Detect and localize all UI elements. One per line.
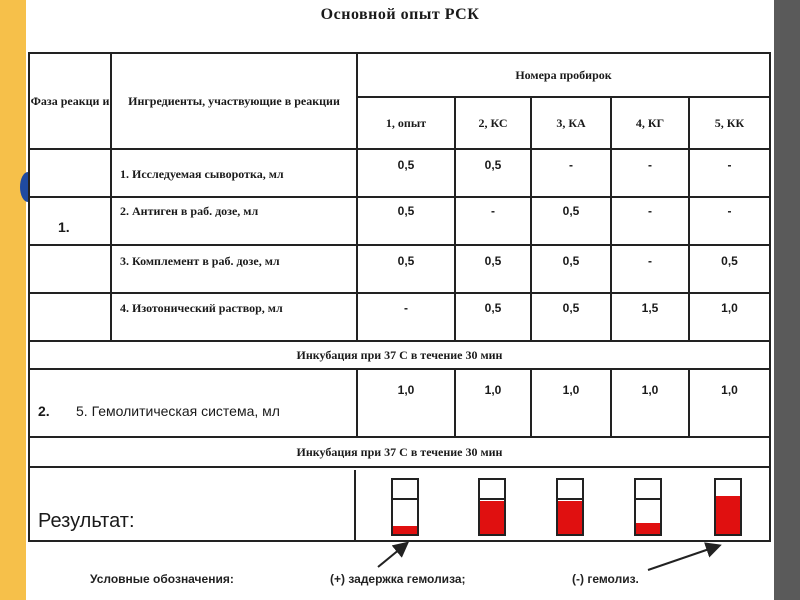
cell-r2-t1: 0,5 xyxy=(397,203,415,218)
cell-r2-t5: - xyxy=(727,203,732,218)
cell-r4-t4: 1,5 xyxy=(641,300,659,315)
row-5-ingredient: 5. Гемолитическая система, мл xyxy=(76,403,280,419)
header-tube-3: 3, КА xyxy=(556,115,586,130)
row-4-ingredient: 4. Изотонический раствор, мл xyxy=(120,300,283,315)
arrows xyxy=(28,52,771,542)
cell-r5-t5: 1,0 xyxy=(721,382,738,397)
cell-r2-t2: - xyxy=(491,203,495,218)
legend-minus: (-) гемолиз. xyxy=(572,572,639,586)
cell-r2-t4: - xyxy=(648,203,652,218)
header-tube-5: 5, КК xyxy=(714,115,745,130)
cell-r1-t3: - xyxy=(569,157,573,172)
cell-r3-t2: 0,5 xyxy=(484,253,502,268)
cell-r4-t2: 0,5 xyxy=(484,300,502,315)
arrow-plus xyxy=(378,544,406,567)
cell-r4-t1: - xyxy=(404,300,408,315)
header-tube-4: 4, КГ xyxy=(635,115,665,130)
page-title: Основной опыт РСК xyxy=(320,6,480,23)
row-3-ingredient: 3. Комплемент в раб. дозе, мл xyxy=(120,253,280,268)
phase-2-label: 2. xyxy=(38,403,50,419)
cell-r5-t2: 1,0 xyxy=(484,382,502,397)
cell-r4-t3: 0,5 xyxy=(562,300,580,315)
left-accent-stripe xyxy=(0,0,26,600)
header-ingredients: Ингредиенты, участвующие в реакции xyxy=(128,93,340,108)
phase-1-label: 1. xyxy=(58,219,70,235)
header-tubes-group: Номера пробирок xyxy=(515,67,612,82)
row-2-ingredient: 2. Антиген в раб. дозе, мл xyxy=(120,203,259,218)
cell-r1-t1: 0,5 xyxy=(397,157,415,172)
arrow-minus xyxy=(648,546,718,570)
cell-r3-t5: 0,5 xyxy=(721,253,738,268)
cell-r4-t5: 1,0 xyxy=(721,300,738,315)
cell-r5-t3: 1,0 xyxy=(562,382,580,397)
rsk-table xyxy=(28,52,771,542)
right-accent-stripe xyxy=(774,0,800,600)
header-phase: Фаза реакци и xyxy=(30,93,110,108)
incubation-1: Инкубация при 37 С в течение 30 мин xyxy=(296,347,503,362)
cell-r1-t4: - xyxy=(648,157,652,172)
cell-r3-t3: 0,5 xyxy=(562,253,580,268)
cell-r1-t2: 0,5 xyxy=(484,157,502,172)
result-label: Результат: xyxy=(38,510,135,532)
legend-title: Условные обозначения: xyxy=(90,572,234,586)
cell-r3-t1: 0,5 xyxy=(397,253,415,268)
cell-r1-t5: - xyxy=(727,157,732,172)
incubation-2: Инкубация при 37 С в течение 30 мин xyxy=(296,444,503,459)
header-tube-1: 1, опыт xyxy=(385,115,427,130)
row-1-ingredient: 1. Исследуемая сыворотка, мл xyxy=(120,166,284,181)
cell-r3-t4: - xyxy=(648,253,652,268)
cell-r5-t1: 1,0 xyxy=(397,382,415,397)
cell-r5-t4: 1,0 xyxy=(641,382,659,397)
header-tube-2: 2, КС xyxy=(478,115,508,130)
legend-plus: (+) задержка гемолиза; xyxy=(330,572,466,586)
cell-r2-t3: 0,5 xyxy=(562,203,580,218)
